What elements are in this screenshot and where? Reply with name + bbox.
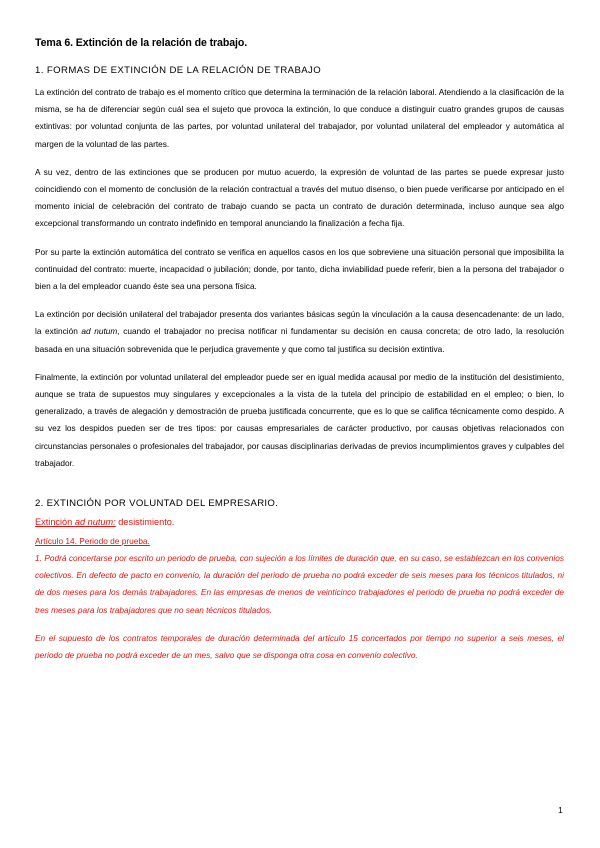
paragraph-2: A su vez, dentro de las extinciones que se producen por mutuo acuerdo, la expresión de voluntad de las partes se puede expresar justo coincidiendo con el momento de conclusión de la relación contractual a través del mutuo disenso, o bien puede verificarse por anticipado en el momento inicial de celebración del contrato de trabajo cuando se pacta un contrato de duración determinada, incluso aunque sea algo excepcional transformando un contrato indefinido en temporal anunciando la finalización a fecha fija.: [35, 166, 564, 229]
subheading-desistimiento: [35, 516, 564, 529]
paragraph-1: La extinción del contrato de trabajo es el momento crítico que determina la terminación de la relación laboral. Atendiendo a la clasificación de la misma, se ha de diferenciar según cuál sea el sujeto que provoca la extinción, lo que conduce a distinguir cuatro grandes grupos de causas extintivas: por voluntad conjunta de las partes, por voluntad unilateral del trabajador, por voluntad unilateral del empleador y automática al margen de la voluntad de las partes.: [35, 87, 564, 149]
paragraph-5: Finalmente, la extinción por voluntad unilateral del empleador puede ser en igual medida acausal por medio de la institución del desistimiento, aunque se trata de supuestos muy singulares y excepcionales a la vista de la tutela del principio de estabilidad en el empleo; o bien, lo generalizado, a través de alegación y demostración de prueba justificada concurrente, que es lo que se califica técnicamente como despido. A su vez los despidos pueden ser de tres tipos: por causas empresariales de carácter productivo, por causas objetivas relacionados con circunstancias personales o profesionales del trabajador, por causas disciplinarias derivadas de previos incumplimientos graves y culpables del trabajador.: [35, 371, 564, 468]
page-number: 1: [558, 805, 563, 815]
article-14-paragraph-2: En el supuesto de los contratos temporales de duración determinada del artículo 15 concertados por tiempo no superior a seis meses, el periodo de prueba no podrá exceder de un mes, salvo que se disponga otra cosa en convenio colectivo.: [35, 632, 564, 661]
paragraph-4-part-b: , cuando el trabajador no precisa notificar ni fundamentar su decisión en causa concreta; de otro lado, la resolución basada en una situación sobrevenida que le perjudica gravemente y que como tal justifica su decisión extintiva.: [35, 326, 564, 354]
paragraph-4: [35, 306, 564, 358]
section-heading-empresario: 2. EXTINCIÓN POR VOLUNTAD DEL EMPRESARIO.: [35, 498, 279, 510]
section-heading-formas: 1. FORMAS DE EXTINCIÓN DE LA RELACIÓN DE TRABAJO: [35, 65, 322, 76]
paragraph-4-part-a: La extinción por decisión unilateral del trabajador presenta dos variantes básicas según la vinculación a la causa desencadenante: de un lado, la extinción: [35, 309, 564, 337]
paragraph-3: Por su parte la extinción automática del contrato se verifica en aquellos casos en los que sobreviene una situación personal que imposibilita la continuidad del contrato: muerte, incapacidad o jubilación; donde, por tanto, dicha inviabilidad puede referir, bien a la persona del trabajador o bien a la del empleador cuando éste sea una persona física.: [35, 246, 564, 292]
subheading-ad-nutum: ad nutum:: [74, 517, 116, 528]
subheading-desistimiento-text: desistimiento.: [115, 517, 175, 528]
article-14-heading: Artículo 14. Periodo de prueba.: [35, 536, 150, 547]
document-page: [35, 36, 564, 675]
paragraph-4-italic: ad nutum: [81, 326, 118, 337]
subheading-extincion: Extinción: [35, 517, 75, 528]
document-title: Tema 6. Extinción de la relación de trabajo.: [35, 37, 248, 49]
article-14-paragraph-1: 1. Podrá concertarse por escrito un periodo de prueba, con sujeción a los límites de duración que, en su caso, se establezcan en los convenios colectivos. En defecto de pacto en convenio, la duración del periodo de prueba no podrá exceder de seis meses para los técnicos titulados, ni de dos meses para los demás trabajadores. En las empresas de menos de veinticinco trabajadores el periodo de prueba no podrá exceder de tres meses para los trabajadores que no sean técnicos titulados.: [35, 553, 564, 615]
